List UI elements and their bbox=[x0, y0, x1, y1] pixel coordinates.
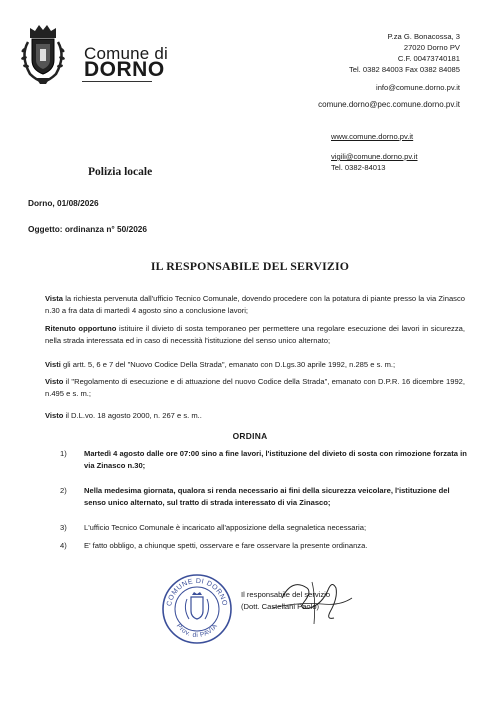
paragraph-text: istituire il divieto di sosta temporaneo per permettere una regolare esecuzione dei lavori in sicurezza, nella strada interessata ed in caso di necessità l'istituzione del senso unico alternato; bbox=[45, 324, 465, 345]
stamp-top-text: COMUNE DI DORNO bbox=[166, 577, 228, 607]
order-item-text: L'ufficio Tecnico Comunale è incaricato all'apposizione della segnaletica necessaria; bbox=[84, 523, 367, 532]
order-item-text: E' fatto obbligo, a chiunque spetti, osservare e fare osservare la presente ordinanza. bbox=[84, 541, 368, 550]
official-stamp bbox=[161, 573, 233, 645]
header-divider bbox=[82, 81, 152, 82]
paragraph-vista bbox=[45, 293, 465, 316]
paragraph-text: la richiesta pervenuta dall'ufficio Tecnico Comunale, dovendo procedere con la potatura di piante presso la via Zinasco n.30 a fra data di martedì 4 agosto sino a conclusione lavori; bbox=[45, 294, 465, 315]
pec-link[interactable]: comune.dorno@pec.comune.dorno.pv.it bbox=[318, 100, 460, 109]
municipality-name: DORNO bbox=[84, 58, 165, 81]
municipality-prefix: Comune di bbox=[84, 44, 169, 63]
address-line: 27020 Dorno PV bbox=[403, 43, 460, 52]
order-item-text: Martedì 4 agosto dalle ore 07:00 sino a fine lavori, l'istituzione del divieto di sosta con rimozione forzata in via Zinasco n.30; bbox=[84, 449, 467, 470]
document-title: IL RESPONSABILE DEL SERVIZIO bbox=[150, 259, 350, 273]
paragraph-lead: Visto bbox=[45, 377, 64, 386]
paragraph-ritenuto bbox=[45, 323, 465, 346]
vigili-phone: Tel. 0382-84013 bbox=[331, 163, 386, 172]
email-link[interactable]: info@comune.dorno.pv.it bbox=[376, 83, 460, 92]
signature-role: Il responsabile del servizio bbox=[241, 590, 331, 599]
paragraph-text: il D.L.vo. 18 agosto 2000, n. 267 e s. m.. bbox=[63, 411, 202, 420]
ordina-heading: ORDINA bbox=[232, 431, 268, 441]
paragraph-lead: Ritenuto opportuno bbox=[45, 324, 117, 333]
order-item-text: Nella medesima giornata, qualora si renda necessario ai fini della sicurezza veicolare, l'istituzione del senso unico alternato, sul tratto di strada interessato di via Zinasco; bbox=[84, 486, 450, 507]
document-date: Dorno, 01/08/2026 bbox=[28, 198, 99, 208]
paragraph-lead: Vista bbox=[45, 294, 64, 303]
paragraph-text: gli artt. 5, 6 e 7 del "Nuovo Codice Della Strada", emanato con D.Lgs.30 aprile 1992, n.285 e s. m.; bbox=[60, 360, 396, 369]
coat-of-arms-icon bbox=[16, 22, 70, 86]
paragraph-text: il "Regolamento di esecuzione e di attuazione del nuovo Codice della Strada", emanato con D.P.R. 16 dicembre 1992, n.495 e s. m.; bbox=[45, 377, 465, 398]
order-item-number: 2) bbox=[60, 486, 67, 495]
signature-name: (Dott. Castellani Paolo) bbox=[241, 602, 320, 611]
order-item-number: 3) bbox=[60, 523, 67, 532]
address-line: C.F. 00473740181 bbox=[397, 54, 460, 63]
address-line: Tel. 0382 84003 Fax 0382 84085 bbox=[348, 65, 460, 74]
department-name: Polizia locale bbox=[88, 166, 153, 178]
vigili-email-link[interactable]: vigili@comune.dorno.pv.it bbox=[331, 152, 418, 161]
handwritten-signature bbox=[252, 568, 362, 628]
order-item-number: 4) bbox=[60, 541, 67, 550]
stamp-bottom-text: Prov. di PAVIA bbox=[174, 622, 220, 640]
paragraph-visto-regolamento bbox=[45, 376, 465, 399]
paragraph-lead: Visto bbox=[45, 411, 64, 420]
address-block bbox=[349, 31, 460, 75]
address-line: P.za G. Bonacossa, 3 bbox=[387, 32, 460, 41]
paragraph-visti bbox=[45, 359, 465, 371]
order-item-number: 1) bbox=[60, 449, 67, 458]
website-link[interactable]: www.comune.dorno.pv.it bbox=[331, 132, 414, 141]
paragraph-lead: Visti bbox=[45, 360, 61, 369]
document-subject: Oggetto: ordinanza n° 50/2026 bbox=[28, 224, 148, 234]
paragraph-visto-dlvo bbox=[45, 410, 465, 422]
